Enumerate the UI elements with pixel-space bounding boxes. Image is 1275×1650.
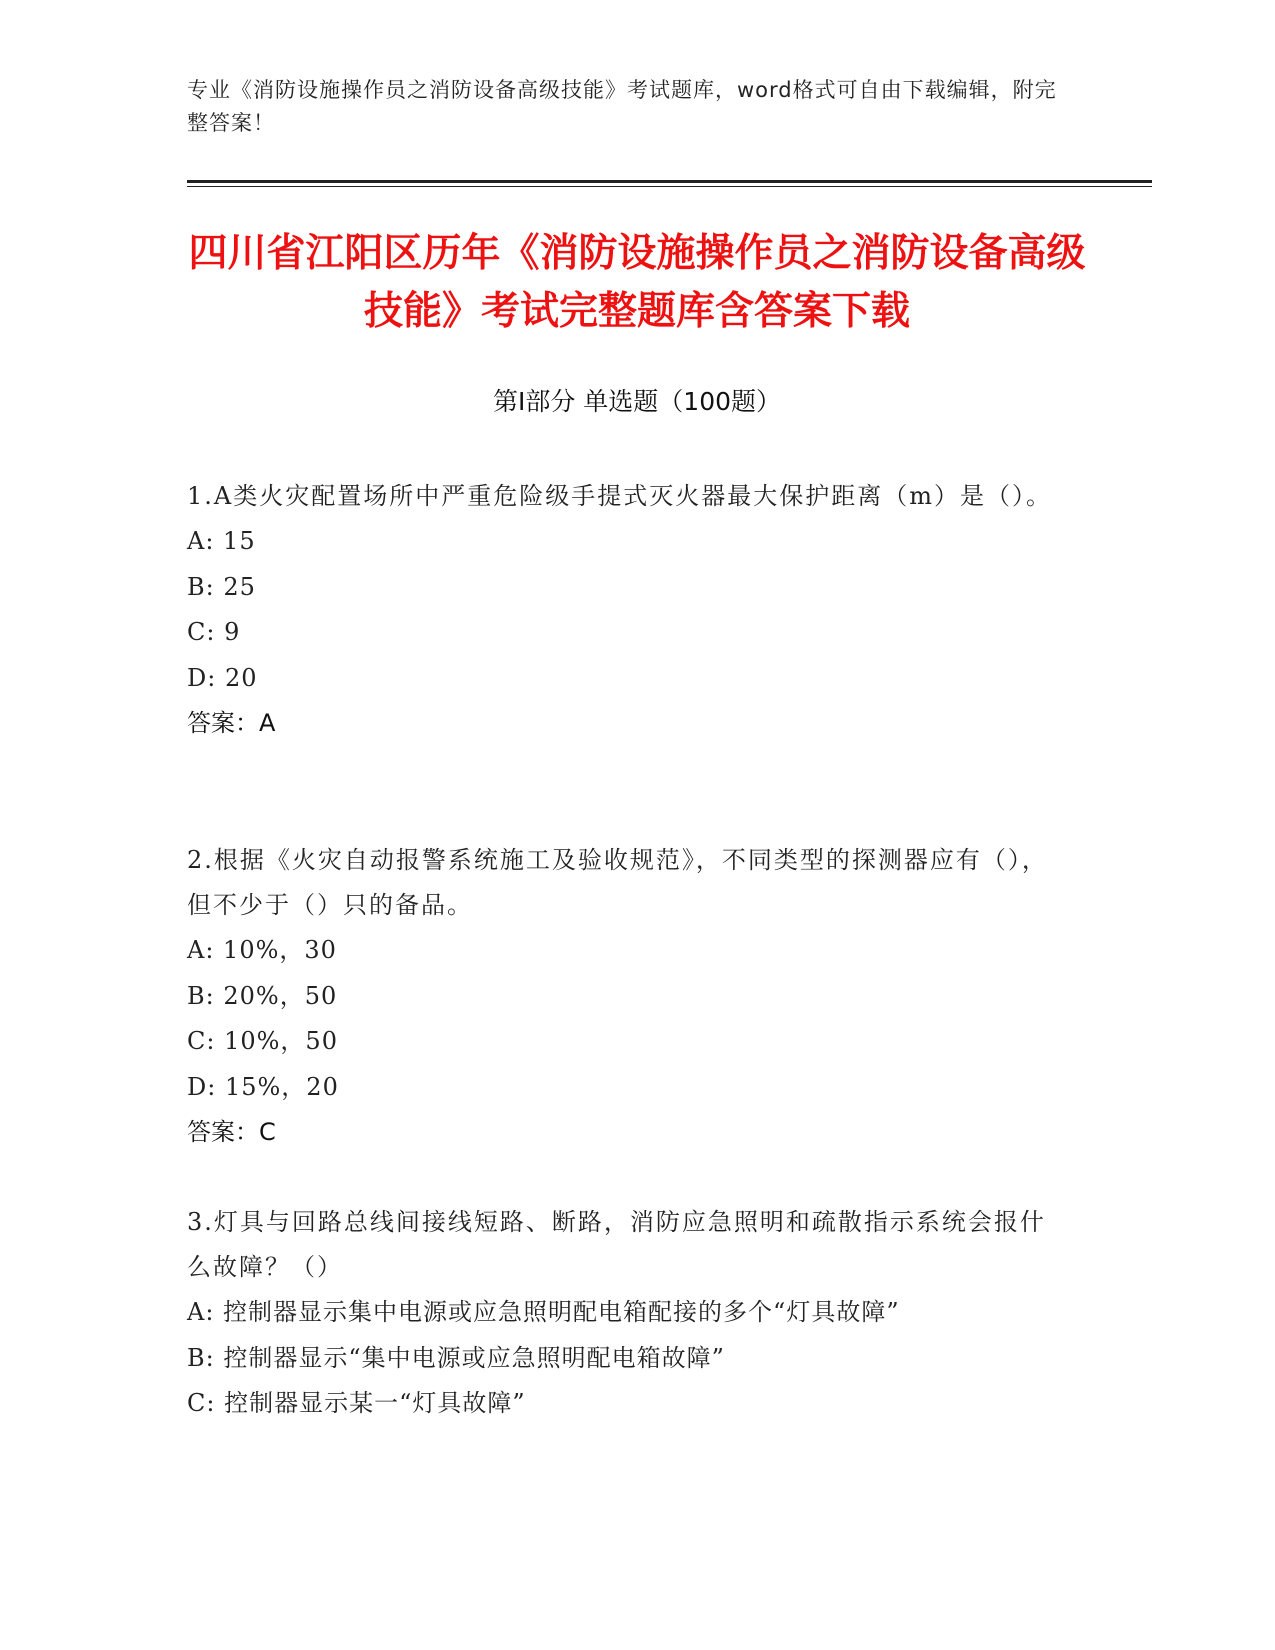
header-divider-thin xyxy=(187,186,1152,187)
answer: 答案：C xyxy=(187,1118,276,1146)
option-a: A: 控制器显示集中电源或应急照明配电箱配接的多个“灯具故障” xyxy=(187,1298,900,1326)
header-divider-thick xyxy=(187,180,1152,183)
option-b: B: 25 xyxy=(187,572,256,601)
question-1 xyxy=(187,474,1067,746)
option-c: C: 9 xyxy=(187,618,241,646)
question-3 xyxy=(187,1200,1067,1427)
header-note: 专业《消防设施操作员之消防设备高级技能》考试题库，word格式可自由下载编辑，附完整答案！ xyxy=(187,78,1057,135)
option-a: A: 15 xyxy=(187,527,256,555)
answer: 答案：A xyxy=(187,709,276,737)
question-stem: 3.灯具与回路总线间接线短路、断路，消防应急照明和疏散指示系统会报什么故障？（） xyxy=(187,1208,1046,1281)
option-b: B: 20%，50 xyxy=(187,981,338,1010)
section-heading: 第I部分 单选题（100题） xyxy=(492,387,782,416)
option-c: C: 10%，50 xyxy=(187,1027,338,1055)
question-2 xyxy=(187,838,1067,1155)
question-stem: 2.根据《火灾自动报警系统施工及验收规范》，不同类型的探测器应有（），但不少于（）只的备品。 xyxy=(187,846,1048,919)
question-stem: 1.A类火灾配置场所中严重危险级手提式灭火器最大保护距离（m）是（）。 xyxy=(187,482,1052,510)
option-b: B: 控制器显示“集中电源或应急照明配电箱故障” xyxy=(187,1343,725,1372)
document-title: 四川省江阳区历年《消防设施操作员之消防设备高级技能》考试完整题库含答案下载 xyxy=(188,231,1086,334)
option-d: D: 15%，20 xyxy=(187,1072,339,1101)
option-c: C: 控制器显示某一“灯具故障” xyxy=(187,1389,526,1417)
option-d: D: 20 xyxy=(187,663,258,692)
option-a: A: 10%，30 xyxy=(187,936,337,964)
